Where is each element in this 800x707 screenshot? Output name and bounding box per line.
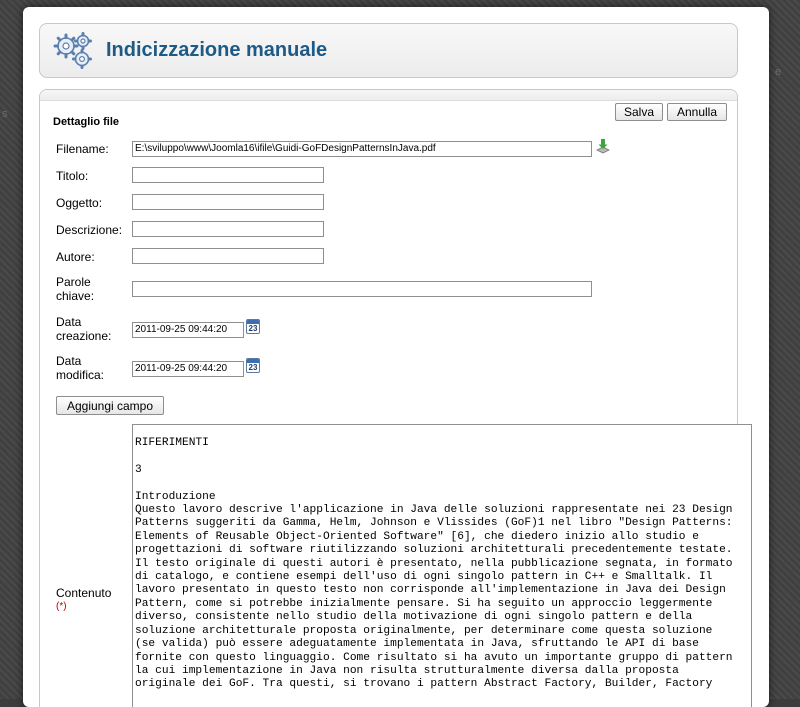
filename-label: Filename: (56, 142, 109, 156)
panel-header-strip (40, 90, 737, 101)
title-label: Titolo: (56, 169, 89, 183)
subject-input[interactable] (132, 194, 324, 210)
modified-label-line1: Data (56, 354, 82, 368)
cancel-button[interactable]: Annulla (667, 103, 727, 121)
keywords-label-line2: chiave: (56, 289, 95, 303)
author-input[interactable] (132, 248, 324, 264)
subject-label: Oggetto: (56, 196, 103, 210)
dialog-title: Indicizzazione manuale (106, 39, 328, 61)
author-label: Autore: (56, 250, 95, 264)
filename-input[interactable]: E:\sviluppo\www\Joomla16\ifile\Guidi-GoFDesignPatternsInJava.pdf (132, 141, 592, 157)
save-button[interactable]: Salva (615, 103, 663, 121)
manual-indexing-dialog (23, 7, 769, 707)
keywords-label (56, 275, 94, 303)
created-label-line2: creazione: (56, 329, 112, 343)
content-label (56, 586, 111, 614)
calendar-day-number: 23 (248, 324, 258, 333)
description-input[interactable] (132, 221, 324, 237)
calendar-icon[interactable] (246, 358, 260, 373)
created-label-line1: Data (56, 315, 82, 329)
modified-label-line2: modifica: (56, 368, 105, 382)
keywords-label-line1: Parole (56, 275, 91, 289)
backdrop-text: e (775, 66, 782, 78)
description-label: Descrizione: (56, 223, 123, 237)
download-icon[interactable] (595, 138, 611, 154)
calendar-icon[interactable] (246, 319, 260, 334)
modified-date-input[interactable]: 2011-09-25 09:44:20 (132, 361, 244, 377)
title-input[interactable] (132, 167, 324, 183)
dialog-header (39, 23, 738, 78)
file-detail-panel (39, 89, 738, 707)
created-date-input[interactable]: 2011-09-25 09:44:20 (132, 322, 244, 338)
keywords-input[interactable] (132, 281, 592, 297)
modified-date-label (56, 354, 104, 382)
gears-icon (51, 30, 95, 70)
backdrop-text: s (2, 108, 8, 120)
created-date-label (56, 315, 111, 343)
required-marker: (*) (56, 601, 67, 612)
add-field-button[interactable]: Aggiungi campo (56, 396, 164, 415)
calendar-day-number: 23 (248, 363, 258, 372)
content-label-text: Contenuto (56, 586, 112, 600)
section-title: Dettaglio file (53, 116, 120, 128)
content-textarea[interactable]: RIFERIMENTI 3 Introduzione Questo lavoro descrive l'applicazione in Java delle soluzioni rappresentate nei 23 Design Patterns suggeriti da Gamma, Helm, Johnson e Vlissides (GoF)1 nel libro "Design Patterns: Elements of Reusable Object-Oriented Software" [6], che diedero inizio allo studio e progettazioni di software riutilizzando soluzioni architetturali precedentemente testate. Il testo originale di questi autori è presentato, nella pubblicazione segnata, in formato di catalogo, e contiene esempi dell'uso di ogni singolo pattern in C++ e Smalltalk. Il lavoro presentato in questo testo non corrisponde all'implementazione in Java dei Design Pattern, come si potrebbe inizialmente pensare. Si ha seguito un approccio leggermente diverso, consistente nello studio della motivazione di ogni singolo pattern e della soluzione architetturale proposta originalmente, per determinare come questa soluzione (se valida) può essere adeguatamente implementata in Java, sfruttando le API di base fornite con questo linguaggio. Come risultato si ha avuto un importante gruppo di pattern la cui implementazione in Java non risulta strutturalmente diversa dalla proposta originale dei GoF. Tra questi, si trovano i pattern Abstract Factory, Builder, Factory (132, 424, 752, 707)
